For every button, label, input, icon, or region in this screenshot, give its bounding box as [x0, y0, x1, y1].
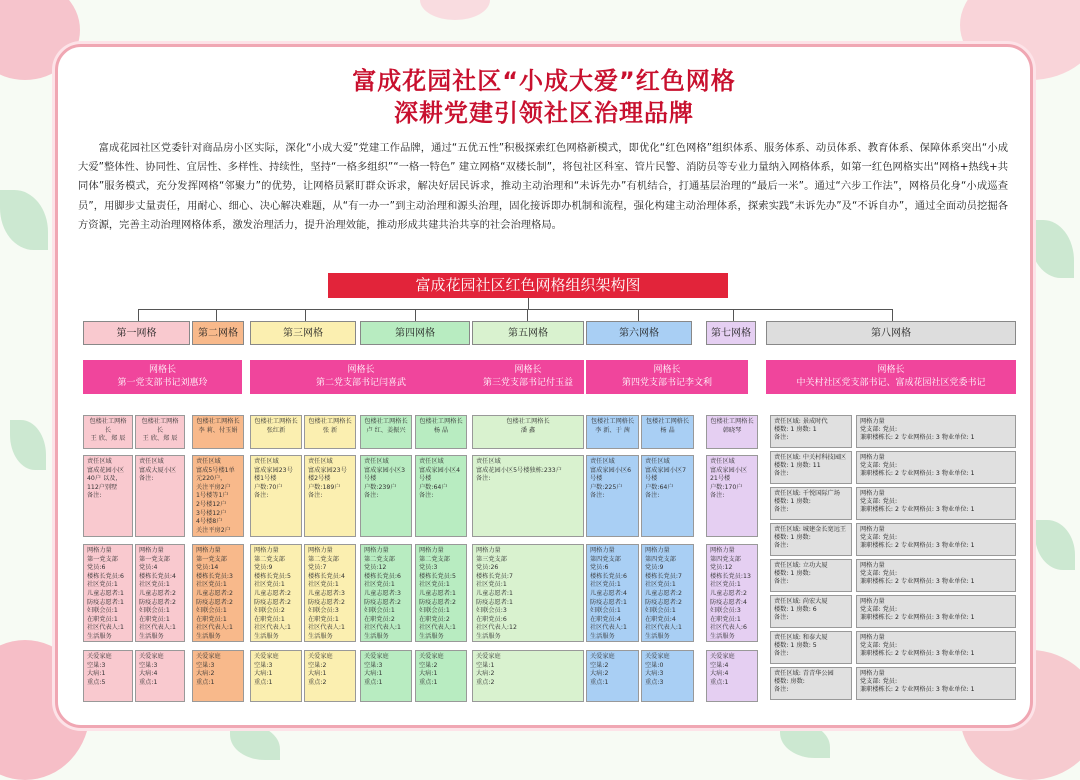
decorative-leaf	[1035, 520, 1075, 570]
grid-header-8: 第八网格	[766, 321, 1016, 345]
connector-line	[138, 309, 139, 321]
care-family-6: 关爱家庭 空巢:3 大病:1 重点:1	[360, 650, 412, 702]
grid-header-1: 第一网格	[83, 321, 190, 345]
grid8-row	[770, 667, 1016, 700]
intro-paragraph: 富成花园社区党委针对商品房小区实际，深化“小成大爱”党建工作品牌，通过“五优五性”积极探索红色网格新模式，即优化“红色网格”组织体系、服务体系、动员体系、教育体系、保障体系突出“小成大爱”整体性、协同性、宜居性、多样性、持续性，坚持“一格多组织”“一格一特色” 建立网格“双楼长制”，将包社区科室、管片民警、消防员等专业力量纳入网格体系，如第一红色网格实出“网格+热线+共同体”服务模式，充分发挥网格“邻聚力”的优势，让网格员紧盯群众诉求，解决好居民诉求，推动主动治理和“未诉先办”有机结合，打通基层治理的“最后一米”。通过“六步工作法”，网格员化身“小成巡查员”，用脚步丈量责任，用耐心、细心、决心解决难题，从“有一办一”到主动治理和源头治理，固化接诉即办机制和流程，强化构建主动治理体系，探索实践“未诉先办”及“不诉自办”，通过全面动员挖掘各方资源，完善主动治理网格体系，激发治理活力，提升治理效能，推动形成共建共治共享的社会治理格局。	[78, 142, 1008, 231]
responsibility-area-8: 责任区域 富成花园小区5号楼独栋:233户 备注:	[472, 455, 584, 537]
care-family-4: 关爱家庭 空巢:3 大病:1 重点:1	[250, 650, 302, 702]
grid-leader-5: 网格长 中关村社区党支部书记、富成花园社区党委书记	[766, 360, 1016, 394]
grid8-area: 责任区域: 中关村科技园区 楼数: 1 房数: 11 备注:	[770, 451, 852, 484]
connector-line	[138, 309, 893, 310]
grid-header-6: 第六网格	[586, 321, 692, 345]
grid8-row	[770, 631, 1016, 664]
building-head-11: 包楼社工网格长 韩晓琴	[706, 415, 758, 449]
grid8-row	[770, 487, 1016, 520]
responsibility-area-5: 责任区域 富成家园23号楼2号楼 户数:189户 备注:	[304, 455, 356, 537]
grid8-row	[770, 523, 1016, 556]
care-family-10: 关爱家庭 空巢:0 大病:3 重点:3	[641, 650, 694, 702]
grid-header-7: 第七网格	[706, 321, 756, 345]
connector-line	[415, 309, 416, 321]
grid8-area: 责任区域: 和泰大厦 楼数: 1 房数: 5 备注:	[770, 631, 852, 664]
decorative-leaf	[10, 420, 46, 470]
grid-force-4: 网格力量 第二党支部 党员:9 楼栋长党员:5 社区党员:1 儿童志愿者:2 防疫志愿者:2 妇联会员:2 在职党员:1 社区代表人:1 生活服务	[250, 544, 302, 642]
grid-header-5: 第五网格	[472, 321, 584, 345]
grid8-force: 网格力量 党支部: 党员: 兼职楼栋长: 2 专业网格员: 3 物业单位: 1	[856, 415, 1016, 448]
responsibility-area-9: 责任区域 富成家园小区6号楼 户数:225户 备注:	[586, 455, 639, 537]
grid8-force: 网格力量 党支部: 党员: 兼职楼栋长: 2 专业网格员: 3 物业单位: 1	[856, 667, 1016, 700]
grid-leader-1: 网格长 第一党支部书记刘惠玲	[83, 360, 242, 394]
grid-force-3: 网格力量 第一党支部 党员:14 楼栋长党员:3 社区党员:1 儿童志愿者:2 防疫志愿者:2 妇联会员:1 在职党员:1 社区代表人:1 生活服务	[192, 544, 244, 642]
grid-force-6: 网格力量 第二党支部 党员:12 楼栋长党员:6 社区党员:1 儿童志愿者:3 防疫志愿者:2 妇联会员:1 在职党员:2 社区代表人:1 生活服务	[360, 544, 412, 642]
care-family-7: 关爱家庭 空巢:2 大病:1 重点:1	[415, 650, 467, 702]
building-head-8: 包楼社工网格长 潘 鑫	[472, 415, 584, 449]
responsibility-area-11: 责任区域 富成家园小区21号楼 户数:170户 备注:	[706, 455, 758, 537]
poster-subtitle: 深耕党建引领社区治理品牌	[394, 99, 694, 127]
connector-line	[528, 298, 529, 309]
grid8-area: 责任区域: 千悦国际广场 楼数: 1 房数: 备注:	[770, 487, 852, 520]
responsibility-area-6: 责任区域 富成家园小区3号楼 户数:239户 备注:	[360, 455, 412, 537]
connector-line	[638, 309, 639, 321]
grid-leader-2: 网格长 第二党支部书记闫喜武	[250, 360, 472, 394]
grid8-row	[770, 451, 1016, 484]
grid8-area: 责任区域: 景成时代 楼数: 1 房数: 1 备注:	[770, 415, 852, 448]
responsibility-area-10: 责任区域 富成家园小区7号楼 户数:64户 备注:	[641, 455, 694, 537]
poster-title: 富成花园社区“小成大爱”红色网格	[352, 67, 736, 95]
grid8-area: 责任区域: 青青华公园 楼数: 房数: 备注:	[770, 667, 852, 700]
connector-line	[527, 309, 528, 321]
grid-force-1: 网格力量 第一党支部 党员:6 楼栋长党员:6 社区党员:1 儿童志愿者:1 防疫志愿者:1 妇联会员:1 在职党员:1 社区代表人:1 生活服务	[83, 544, 133, 642]
care-family-1: 关爱家庭 空巢:3 大病:1 重点:5	[83, 650, 133, 702]
building-head-1: 包楼社工网格长 王 欣、郑 辰	[83, 415, 133, 449]
building-head-4: 包楼社工网格长 张红新	[250, 415, 302, 449]
care-family-2: 关爱家庭 空巢:3 大病:4 重点:1	[135, 650, 185, 702]
connector-line	[733, 309, 734, 321]
poster-card	[55, 44, 1033, 728]
grid8-row	[770, 415, 1016, 448]
responsibility-area-1: 责任区域 富成花园小区40户 以及，112户别墅 备注:	[83, 455, 133, 537]
decorative-leaf	[1030, 220, 1074, 278]
connector-line	[892, 309, 893, 321]
grid8-area: 责任区域: 立功大厦 楼数: 1 房数: 备注:	[770, 559, 852, 592]
grid8-row	[770, 559, 1016, 592]
grid-force-7: 网格力量 第二党支部 党员:3 楼栋长党员:5 社区党员:1 儿童志愿者:1 防疫志愿者:2 妇联会员:1 在职党员:2 社区代表人:1 生活服务	[415, 544, 467, 642]
care-family-11: 关爱家庭 空巢:4 大病:4 重点:1	[706, 650, 758, 702]
building-head-3: 包楼社工网格长 李 莉、付玉娟	[192, 415, 244, 449]
grid8-force: 网格力量 党支部: 党员: 兼职楼栋长: 2 专业网格员: 3 物业单位: 1	[856, 559, 1016, 592]
care-family-3: 关爱家庭 空巢:3 大病:2 重点:1	[192, 650, 244, 702]
responsibility-area-3: 责任区域 富成5号楼1单元220户， 关注平房2户 1号楼等1户 2号楼12户 3号楼12户 4号楼8户 关注平房2户	[192, 455, 244, 537]
grid-force-8: 网格力量 第三党支部 党员:26 楼栋长党员:7 社区党员:1 儿童志愿者:1 防疫志愿者:1 妇联会员:3 在职党员:6 社区代表人:12 生活服务	[472, 544, 584, 642]
decorative-flower	[420, 0, 490, 20]
grid-header-2: 第二网格	[192, 321, 244, 345]
building-head-7: 包楼社工网格长 杨 晶	[415, 415, 467, 449]
building-head-2: 包楼社工网格长 王 欣、郑 辰	[135, 415, 185, 449]
grid-force-9: 网格力量 第四党支部 党员:6 楼栋长党员:6 社区党员:1 儿童志愿者:4 防疫志愿者:1 妇联会员:1 在职党员:4 社区代表人:1 生活服务	[586, 544, 639, 642]
grid8-force: 网格力量 党支部: 党员: 兼职楼栋长: 2 专业网格员: 3 物业单位: 1	[856, 487, 1016, 520]
care-family-5: 关爱家庭 空巢:2 大病:1 重点:2	[304, 650, 356, 702]
building-head-6: 包楼社工网格长 卢 红、姜振兴	[360, 415, 412, 449]
building-head-5: 包楼社工网格长 张 新	[304, 415, 356, 449]
grid-leader-3: 网格长 第三党支部书记付玉益	[472, 360, 584, 394]
grid-force-11: 网格力量 第四党支部 党员:12 楼栋长党员:13 社区党员:1 儿童志愿者:2 防疫志愿者:4 妇联会员:3 在职党员:1 社区代表人:6 生活服务	[706, 544, 758, 642]
responsibility-area-4: 责任区域 富成家园23号楼1号楼 户数:70户 备注:	[250, 455, 302, 537]
connector-line	[216, 309, 217, 321]
decorative-leaf	[230, 724, 280, 760]
grid8-force: 网格力量 党支部: 党员: 兼职楼栋长: 2 专业网格员: 3 物业单位: 1	[856, 523, 1016, 556]
connector-line	[305, 309, 306, 321]
grid8-force: 网格力量 党支部: 党员: 兼职楼栋长: 2 专业网格员: 3 物业单位: 1	[856, 451, 1016, 484]
decorative-leaf	[0, 190, 48, 250]
grid-force-2: 网格力量 第一党支部 党员:4 楼栋长党员:4 社区党员:1 儿童志愿者:2 防疫志愿者:2 妇联会员:1 在职党员:1 社区代表人:1 生活服务	[135, 544, 185, 642]
grid-force-5: 网格力量 第二党支部 党员:7 楼栋长党员:4 社区党员:1 儿童志愿者:3 防疫志愿者:2 妇联会员:3 在职党员:1 社区代表人:1 生活服务	[304, 544, 356, 642]
building-head-9: 包楼社工网格长 李 新、于 茜	[586, 415, 639, 449]
grid-force-10: 网格力量 第四党支部 党员:9 楼栋长党员:7 社区党员:1 儿童志愿者:2 防疫志愿者:2 妇联会员:1 在职党员:4 社区代表人:1 生活服务	[641, 544, 694, 642]
grid8-area: 责任区域: 城建金长宽远王 楼数: 1 房数: 备注:	[770, 523, 852, 556]
grid-header-3: 第三网格	[250, 321, 356, 345]
grid8-force: 网格力量 党支部: 党员: 兼职楼栋长: 2 专业网格员: 3 物业单位: 1	[856, 631, 1016, 664]
grid8-row	[770, 595, 1016, 628]
chart-title: 富成花园社区红色网格组织架构图	[328, 273, 728, 298]
grid8-area: 责任区域: 尚宏大厦 楼数: 1 房数: 6 备注:	[770, 595, 852, 628]
care-family-8: 关爱家庭 空巢:1 大病:2 重点:2	[472, 650, 584, 702]
grid-leader-4: 网格长 第四党支部书记李文利	[586, 360, 748, 394]
grid-header-4: 第四网格	[360, 321, 470, 345]
grid8-force: 网格力量 党支部: 党员: 兼职楼栋长: 2 专业网格员: 3 物业单位: 1	[856, 595, 1016, 628]
responsibility-area-7: 责任区域 富成家园小区4号楼 户数:64户 备注:	[415, 455, 467, 537]
building-head-10: 包楼社工网格长 杨 晶	[641, 415, 694, 449]
care-family-9: 关爱家庭 空巢:2 大病:2 重点:1	[586, 650, 639, 702]
responsibility-area-2: 责任区域 富成大厦小区 备注:	[135, 455, 185, 537]
